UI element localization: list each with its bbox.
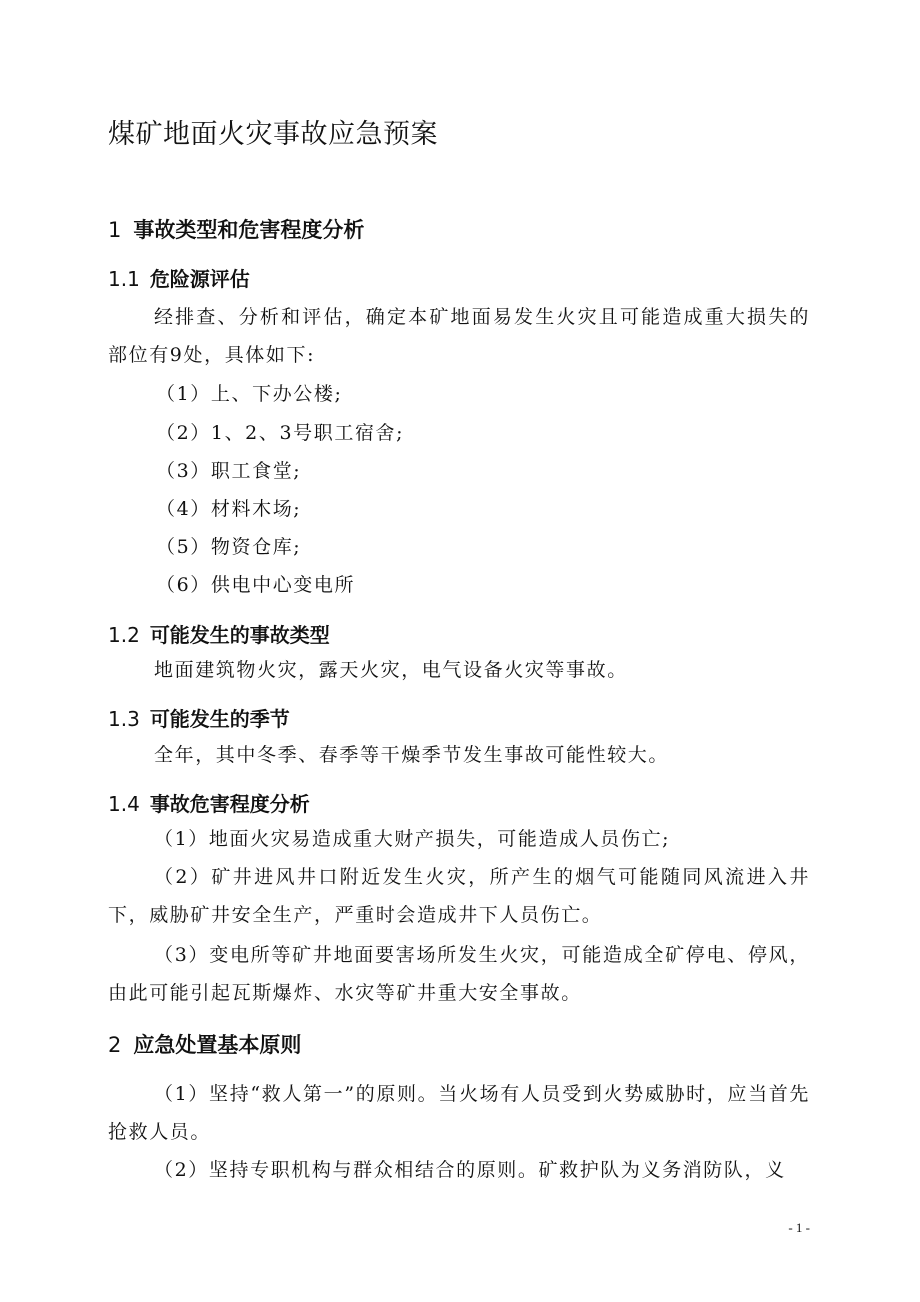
section-1-4-heading bbox=[108, 788, 310, 817]
section-1-heading bbox=[108, 214, 364, 244]
section-1-2-text: 地面建筑物火灾，露天火灾，电气设备火灾等事故。 bbox=[154, 659, 628, 681]
hazard-item-5: （5）物资仓库; bbox=[156, 536, 302, 558]
section-1-4-number: 1.4 bbox=[108, 792, 140, 816]
section-1-2-title: 可能发生的事故类型 bbox=[149, 623, 330, 647]
section-2-para-1: （1）坚持“救人第一”的原则。当火场有人员受到火势威胁时，应当首先抢救人员。 bbox=[108, 1083, 810, 1143]
section-1-3-heading bbox=[108, 703, 290, 732]
hazard-item-2: （2）1、2、3号职工宿舍; bbox=[156, 422, 405, 444]
page-number: - 1 - bbox=[788, 1220, 810, 1235]
section-1-2-number: 1.2 bbox=[108, 623, 140, 647]
hazard-item-4: （4）材料木场; bbox=[156, 498, 302, 520]
section-1-1-title: 危险源评估 bbox=[149, 267, 250, 291]
section-1-4-para-2: （2）矿井进风井口附近发生火灾，所产生的烟气可能随同风流进入井下，威胁矿井安全生产，严重时会造成井下人员伤亡。 bbox=[108, 866, 810, 926]
section-1-1-number: 1.1 bbox=[108, 267, 140, 291]
section-1-3-number: 1.3 bbox=[108, 707, 140, 731]
hazard-item-3: （3）职工食堂; bbox=[156, 460, 302, 482]
section-2-number: 2 bbox=[108, 1033, 122, 1057]
section-1-3-title: 可能发生的季节 bbox=[149, 707, 290, 731]
section-1-3-text: 全年，其中冬季、春季等干燥季节发生事故可能性较大。 bbox=[154, 744, 670, 766]
section-1-1-heading bbox=[108, 263, 250, 292]
section-2-title: 应急处置基本原则 bbox=[133, 1033, 302, 1057]
section-1-4-para-3: （3）变电所等矿井地面要害场所发生火灾，可能造成全矿停电、停风，由此可能引起瓦斯爆炸、水灾等矿井重大安全事故。 bbox=[108, 944, 810, 1004]
section-1-1-intro: 经排查、分析和评估，确定本矿地面易发生火灾且可能造成重大损失的部位有9处，具体如下: bbox=[108, 306, 810, 366]
section-1-4-title: 事故危害程度分析 bbox=[149, 792, 310, 816]
section-2-heading bbox=[108, 1029, 301, 1059]
section-1-number: 1 bbox=[108, 218, 122, 242]
hazard-item-6: （6）供电中心变电所 bbox=[156, 574, 356, 596]
section-2-para-2: （2）坚持专职机构与群众相结合的原则。矿救护队为义务消防队，义 bbox=[154, 1159, 786, 1181]
section-1-title: 事故类型和危害程度分析 bbox=[133, 218, 365, 242]
section-1-2-heading bbox=[108, 619, 330, 648]
section-1-4-para-1: （1）地面火灾易造成重大财产损失，可能造成人员伤亡; bbox=[154, 828, 671, 850]
document-title: 煤矿地面火灾事故应急预案 bbox=[108, 119, 438, 150]
hazard-item-1: （1）上、下办公楼; bbox=[156, 383, 343, 405]
